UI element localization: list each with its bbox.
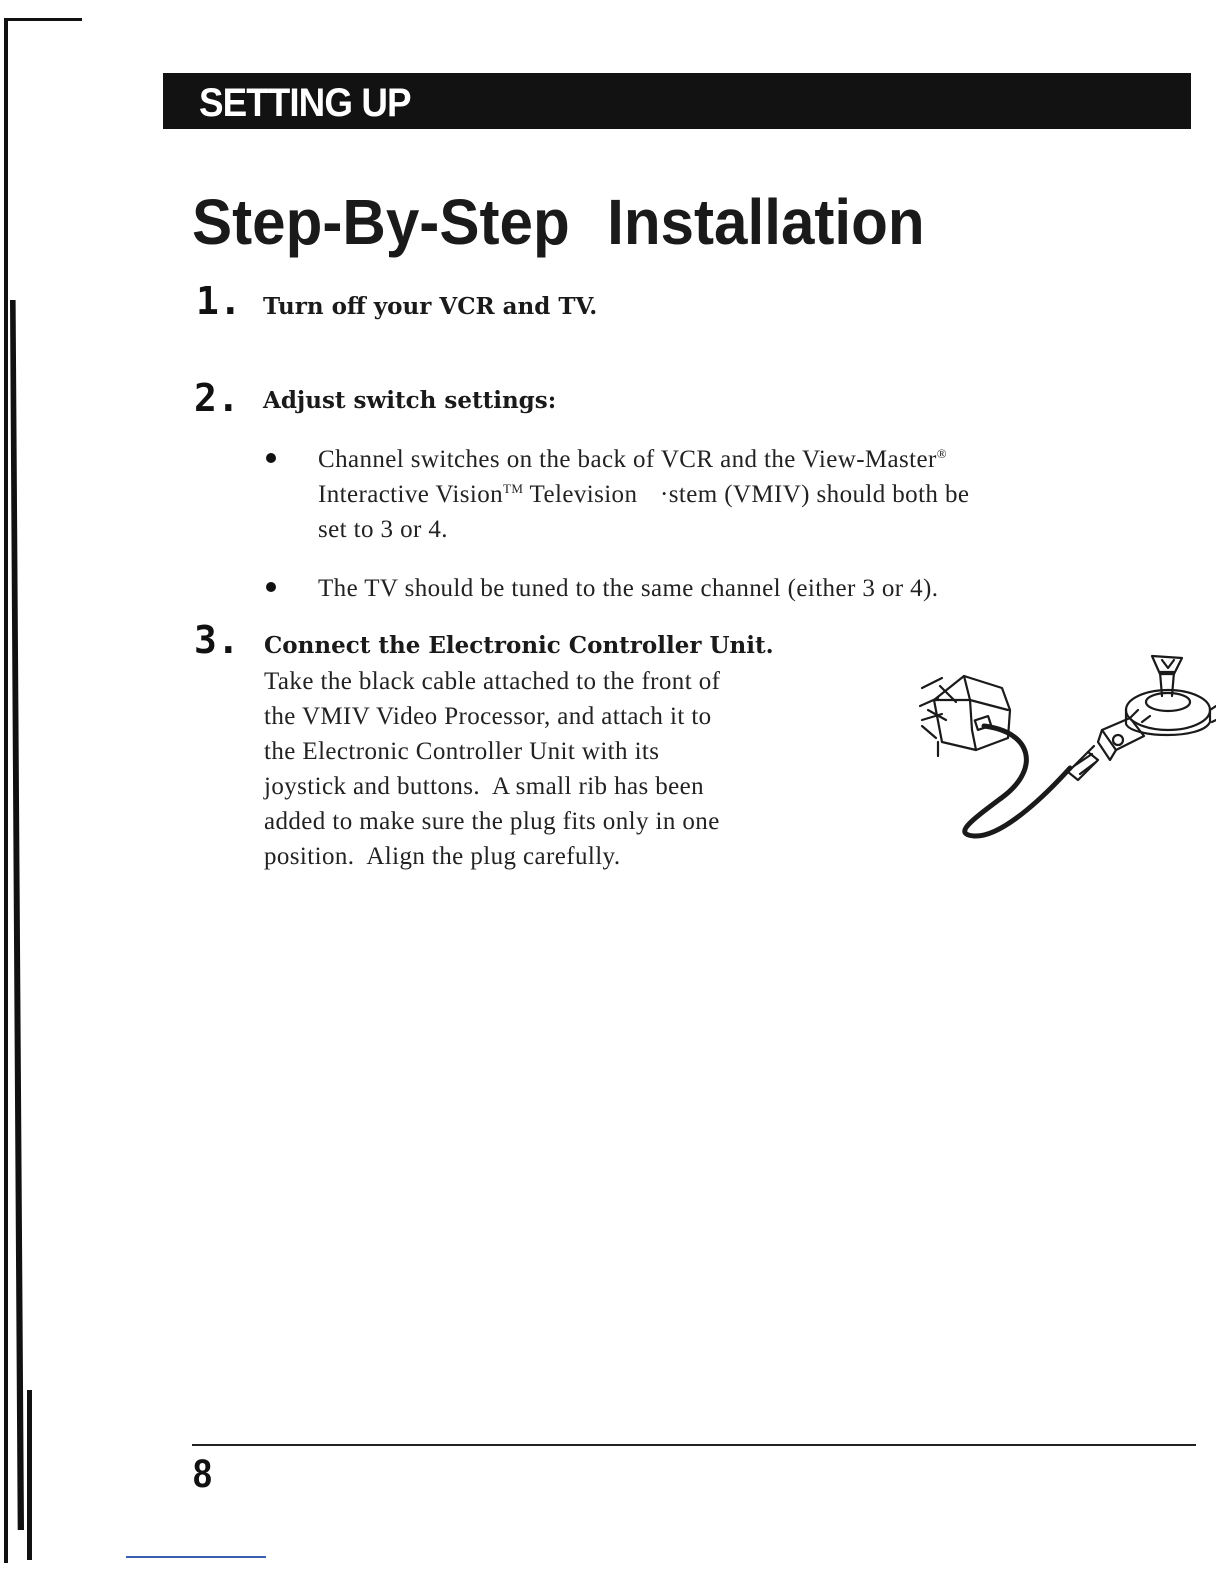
step-1-number: 1. [196, 279, 242, 323]
plug-icon [1068, 746, 1098, 780]
controller-connection-illustration [912, 648, 1216, 848]
footer-rule [192, 1444, 1196, 1446]
video-processor-icon [920, 676, 1010, 756]
cable [965, 726, 1070, 836]
step-3-body: Take the black cable attached to the front of the VMIV Video Processor, and attach it to the Electronic Controller Unit with its joystick and buttons. A small rib has been added to make sure the plug fits only in one position. Align the plug carefully. [264, 668, 721, 870]
scan-edge-bottom [27, 1390, 32, 1560]
section-header-bar [163, 73, 1191, 129]
scan-edge-shadow [10, 300, 24, 1530]
bullet-dot [266, 582, 276, 592]
page-number: 8 [193, 1452, 212, 1496]
step-3-number: 3. [194, 618, 240, 662]
section-label: SETTING UP [199, 81, 411, 125]
registered-mark: ® [936, 446, 948, 461]
trademark-mark: TM [503, 481, 524, 496]
step-3-heading: Connect the Electronic Controller Unit. [264, 632, 774, 659]
controller-unit-icon [1098, 656, 1216, 760]
bullet-1-text: Channel switches on the back of VCR and the View-Master® Interactive Vision™ Television ·stem (VMIV) should both be set to 3 or 4. [318, 446, 970, 543]
bullet-2-text: The TV should be tuned to the same channel (either 3 or 4). [318, 575, 939, 602]
step-1-heading: Turn off your VCR and TV. [263, 293, 598, 320]
scan-edge-left [4, 18, 8, 1563]
step-2-heading: Adjust switch settings: [263, 387, 557, 414]
page-title: Step-By-Step Installation [192, 186, 925, 258]
scan-blue-line [126, 1556, 266, 1558]
scan-edge-top [4, 18, 82, 21]
step-2-number: 2. [194, 376, 240, 420]
bullet-dot [266, 453, 276, 463]
